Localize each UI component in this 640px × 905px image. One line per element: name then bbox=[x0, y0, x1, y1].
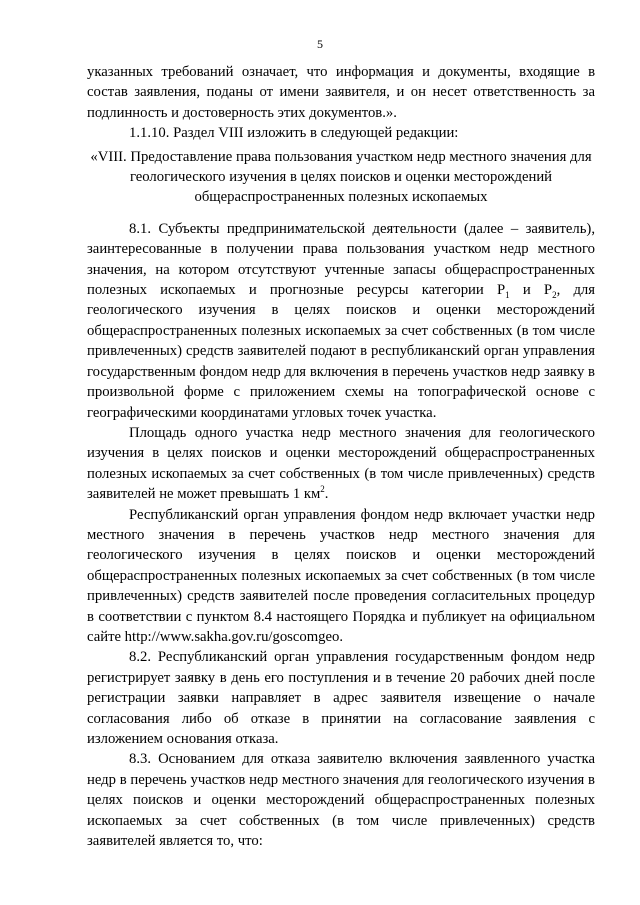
section-heading: «VIII. Предоставление права пользования участком недр местного значения для геологического изучения в целях поисков и оценки месторождений общераспространенных полезных ископаемых bbox=[90, 148, 592, 206]
paragraph-area-limit-end: . bbox=[324, 486, 329, 503]
page-number: 5 bbox=[317, 37, 323, 51]
document-body bbox=[87, 62, 595, 851]
category-subscript-2: 2 bbox=[552, 290, 557, 300]
paragraph-1-1-10: 1.1.10. Раздел VIII изложить в следующей редакции: bbox=[129, 125, 459, 142]
paragraph-area-limit bbox=[87, 423, 595, 505]
paragraph-8-3: 8.3. Основанием для отказа заявителю включения заявленного участка недр в перечень участков недр местного значения для геологического изучения в целях поисков и оценки месторождений общераспространенных полезных ископаемых за счет собственных (в том числе привлеченных) средств заявителей является то, что: bbox=[87, 751, 595, 850]
category-subscript-1: 1 bbox=[505, 290, 510, 300]
paragraph-8-1-text-b: и Р bbox=[509, 282, 553, 299]
paragraph-8-1-text-c: , для геологического изучения в целях поисков и оценки месторождений общераспространенных полезных ископаемых за счет собственных (в том числе привлеченных) средств заявителей подают в республиканский орган управления государственным фондом недр для включения в перечень участков недр заявку в произвольной форме с приложением схемы на топографической основе с географическими координатами угловых точек участка. bbox=[87, 282, 596, 421]
paragraph-8-1-text-a: 8.1. Субъекты предпринимательской деятельности (далее – заявитель), заинтересованные в получении права пользования участком недр местного значения, на котором отсутствуют учтенные запасы общераспространенных полезных ископаемых и прогнозные ресурсы категории Р bbox=[87, 220, 595, 299]
paragraph-list-inclusion: Республиканский орган управления фондом недр включает участки недр местного значения в перечень участков недр местного значения для геологического изучения в целях поисков и оценки месторождений общераспространенных полезных ископаемых за счет собственных (в том числе привлеченных) средств заявителей после проведения согласительных процедур в соответствии с пунктом 8.4 настоящего Порядка и публикует на официальном сайте http://www.sakha.gov.ru/goscomgeo. bbox=[87, 506, 595, 645]
paragraph-area-limit-text: Площадь одного участка недр местного значения для геологического изучения в целях поисков и оценки месторождений общераспространенных полезных ископаемых за счет собственных (в том числе привлеченных) средств заявителей не может превышать 1 км bbox=[87, 424, 595, 503]
paragraph-continuation: указанных требований означает, что информация и документы, входящие в состав заявления, поданы от имени заявителя, и он несет ответственность за подлинность и достоверность этих документов.». bbox=[87, 64, 595, 121]
paragraph-8-2: 8.2. Республиканский орган управления государственным фондом недр регистрирует заявку в день его поступления и в течение 20 рабочих дней после регистрации заявки направляет в адрес заявителя извещение о начале согласования либо об отказе в принятии на согласование заявления с изложением основания отказа. bbox=[87, 649, 595, 747]
square-superscript: 2 bbox=[320, 484, 325, 495]
paragraph-8-1 bbox=[87, 219, 595, 423]
